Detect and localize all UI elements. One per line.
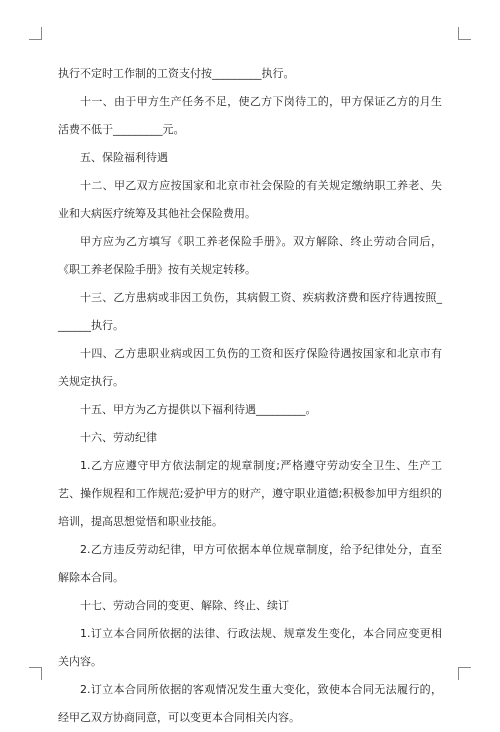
- paragraph-pension-handbook: 甲方应为乙方填写《职工养老保险手册》。双方解除、终止劳动合同后，《职工养老保险手册》按有关规定转移。: [58, 235, 442, 276]
- document-page: [58, 60, 442, 732]
- clause-11: 十一、由于甲方生产任务不足，使乙方下岗待工的，甲方保证乙方的月生活费不低于_________元。: [58, 95, 442, 136]
- clause-12: 十二、甲乙双方应按国家和北京市社会保险的有关规定缴纳职工养老、失业和大病医疗统筹及其他社会保险费用。: [58, 179, 442, 220]
- section-heading-insurance-welfare: 五、保险福利待遇: [80, 151, 168, 164]
- crop-mark-top-right: [458, 27, 471, 40]
- clause-14: 十四、乙方患职业病或因工负伤的工资和医疗保险待遇按国家和北京市有关规定执行。: [58, 347, 442, 388]
- clause-16-heading: 十六、劳动纪律: [80, 431, 157, 444]
- crop-mark-top-left: [29, 27, 42, 40]
- clause-17-item-2: 2.订立本合同所依据的客观情况发生重大变化，致使本合同无法履行的，经甲乙双方协商同意，可以变更本合同相关内容。: [58, 683, 442, 724]
- clause-17-item-1: 1.订立本合同所依据的法律、行政法规、规章发生变化，本合同应变更相关内容。: [58, 627, 442, 668]
- paragraph-irregular-hours-wage: 执行不定时工作制的工资支付按_________执行。: [58, 67, 295, 80]
- clause-17-heading: 十七、劳动合同的变更、解除、终止、续订: [80, 599, 289, 612]
- clause-13: 十三、乙方患病或非因工负伤，其病假工资、疾病救济费和医疗待遇按照_______执行。: [58, 291, 442, 332]
- crop-mark-bottom-right: [458, 667, 471, 680]
- clause-16-item-2: 2.乙方违反劳动纪律，甲方可依据本单位规章制度，给予纪律处分，直至解除本合同。: [58, 543, 442, 584]
- clause-15: 十五、甲方为乙方提供以下福利待遇_________。: [80, 403, 317, 416]
- clause-16-item-1: 1.乙方应遵守甲方依法制定的规章制度;严格遵守劳动安全卫生、生产工艺、操作规程和工作规范;爱护甲方的财产，遵守职业道德;积极参加甲方组织的培训，提高思想觉悟和职业技能。: [58, 459, 442, 528]
- crop-mark-bottom-left: [29, 667, 42, 680]
